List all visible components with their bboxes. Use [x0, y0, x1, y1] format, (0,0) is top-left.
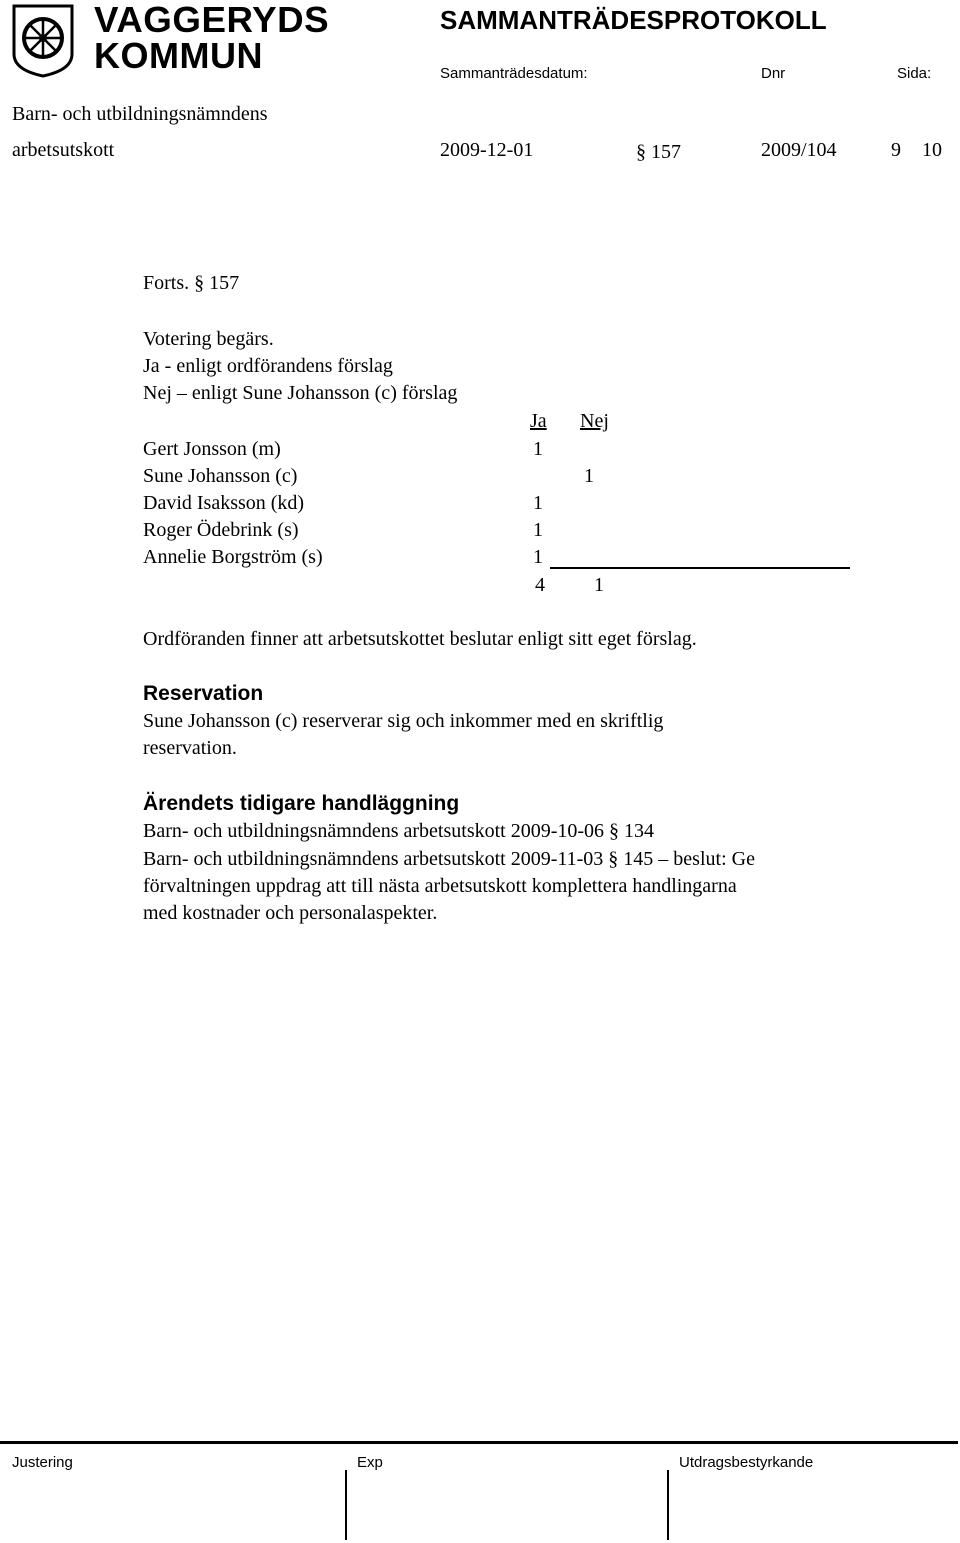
- total-ja: 4: [535, 574, 545, 596]
- vote-row: [0, 436, 960, 463]
- footer-divider: [345, 1470, 347, 1540]
- label-dnr: Dnr: [761, 65, 786, 82]
- footer-label-justering: Justering: [12, 1454, 73, 1471]
- document-title: SAMMANTRÄDESPROTOKOLL: [440, 5, 827, 35]
- footer-rule: [0, 1441, 958, 1444]
- vote-ja: 1: [533, 438, 543, 460]
- footer-label-exp: Exp: [357, 1454, 383, 1471]
- member-name: Roger Ödebrink (s): [143, 519, 299, 541]
- paragraph-number: § 157: [636, 141, 681, 163]
- member-name: Annelie Borgström (s): [143, 546, 323, 568]
- label-meeting-date: Sammanträdesdatum:: [440, 65, 588, 82]
- member-name: David Isaksson (kd): [143, 492, 305, 514]
- reservation-text-line2: reservation.: [143, 737, 237, 759]
- total-nej: 1: [594, 574, 604, 596]
- vote-row: [0, 463, 960, 490]
- page-total: 10: [922, 139, 942, 161]
- footer-label-utdrag: Utdragsbestyrkande: [679, 1454, 814, 1471]
- continued-paragraph: Forts. § 157: [143, 272, 240, 294]
- vote-requested: Votering begärs.: [143, 328, 274, 350]
- reservation-heading: Reservation: [143, 682, 264, 705]
- committee-subname: arbetsutskott: [12, 139, 115, 161]
- member-name: Sune Johansson (c): [143, 465, 298, 487]
- history-line1: Barn- och utbildningsnämndens arbetsutskott 2009-10-06 § 134: [143, 820, 655, 842]
- member-name: Gert Jonsson (m): [143, 438, 281, 460]
- reservation-text-line1: Sune Johansson (c) reserverar sig och inkommer med en skriftlig: [143, 710, 664, 732]
- org-name-line2: KOMMUN: [94, 35, 263, 76]
- history-heading: Ärendets tidigare handläggning: [143, 792, 460, 815]
- footer-divider: [667, 1470, 669, 1540]
- column-header-nej: Nej: [580, 410, 609, 432]
- municipal-logo: [12, 4, 74, 78]
- vote-ja: 1: [533, 492, 543, 514]
- committee-name: Barn- och utbildningsnämndens: [12, 103, 268, 125]
- vote-row: [0, 490, 960, 517]
- vote-ja: 1: [533, 546, 543, 568]
- history-line4: med kostnader och personalaspekter.: [143, 902, 438, 924]
- vote-nej: 1: [584, 465, 594, 487]
- history-line3: förvaltningen uppdrag att till nästa arbetsutskott komplettera handlingarna: [143, 875, 737, 897]
- org-name-line1: VAGGERYDS: [94, 0, 330, 40]
- page-number: 9: [891, 139, 901, 161]
- conclusion-text: Ordföranden finner att arbetsutskottet beslutar enligt sitt eget förslag.: [143, 628, 697, 650]
- sum-underline: [550, 567, 850, 569]
- vote-ja: 1: [533, 519, 543, 541]
- meeting-date: 2009-12-01: [440, 139, 534, 161]
- dnr-number: 2009/104: [761, 139, 837, 161]
- history-line2: Barn- och utbildningsnämndens arbetsutskott 2009-11-03 § 145 – beslut: Ge: [143, 848, 755, 870]
- column-header-ja: Ja: [530, 410, 547, 432]
- no-option: Nej – enligt Sune Johansson (c) förslag: [143, 382, 458, 404]
- label-page: Sida:: [897, 65, 932, 82]
- yes-option: Ja - enligt ordförandens förslag: [143, 355, 393, 377]
- vote-row: [0, 517, 960, 544]
